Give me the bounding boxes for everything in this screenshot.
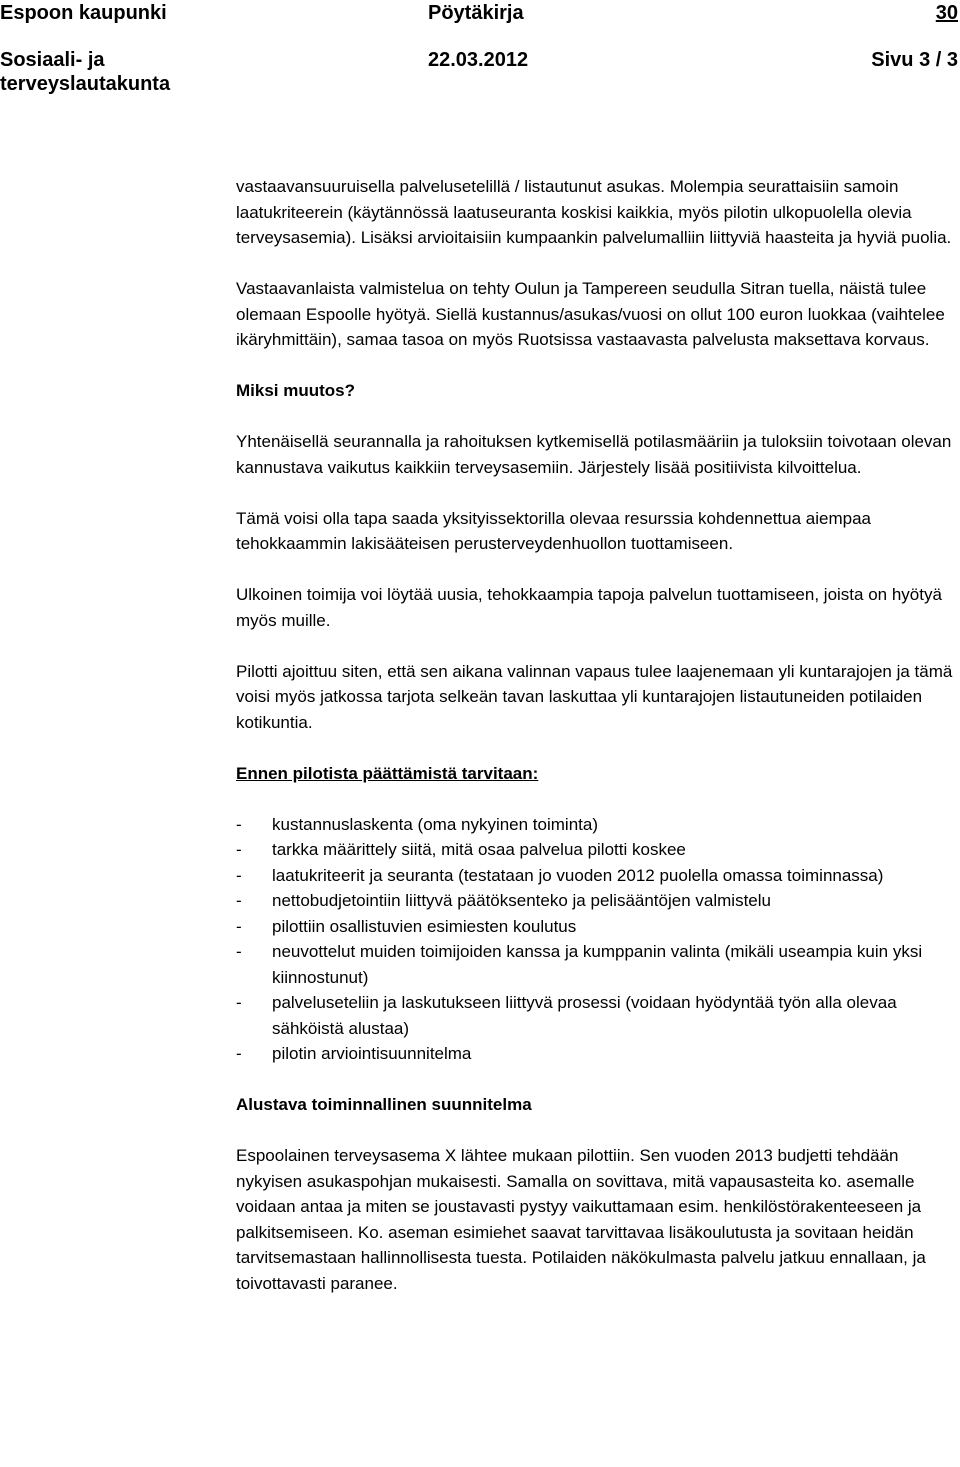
paragraph-resources: Tämä voisi olla tapa saada yksityissektorilla olevaa resurssia kohdennettua aiempaa tehokkaammin lakisääteisen perusterveydenhuollon tuottamiseen. xyxy=(236,508,872,553)
list-item: - tarkka määrittely siitä, mitä osaa palvelua pilotti koskee xyxy=(236,840,686,859)
list-item: - kustannuslaskenta (oma nykyinen toiminta) xyxy=(236,814,598,834)
heading-preliminary-plan: Alustava toiminnallinen suunnitelma xyxy=(236,1095,532,1114)
list-item-text: palveluseteliin ja laskutukseen liittyvä prosessi (voidaan hyödyntää työn alla olevaa sähköistä alustaa) xyxy=(272,993,897,1038)
list-item: - pilottiin osallistuvien esimiesten koulutus xyxy=(236,916,577,936)
list-item-text: laatukriteerit ja seuranta (testataan jo vuoden 2012 puolella omassa toiminnassa) xyxy=(272,865,884,885)
paragraph-plan: Espoolainen terveysasema X lähtee mukaan pilottiin. Sen vuoden 2013 budjetti tehdään nykyisen asukaspohjan mukaisesti. Samalla on sovittava, mitä vapausasteita ko. asemalle voidaan antaa ja miten se joustavasti pystyy vaikuttamaan esim. henkilöstörakenteeseen ja palkitsemiseen. Ko. aseman esimiehet saavat tarvittavaa lisäkoulutusta ja sovitaan heidän tarvitsemastaan hallinnollisesta tuesta. Potilaiden näkökulmasta palvelu jatkuu ennallaan, ja toivottavasti paranee. xyxy=(236,1146,926,1293)
paragraph-evaluation: vastaavansuuruisella palvelusetelillä / listautunut asukas. Molempia seurattaisiin samoin laatukriteerein (käytännössä laatuseuranta koskisi kaikkia, myös pilotin ulkopuolella olevia terveysasemia). Lisäksi arvioitaisiin kumpaankin palvelumalliin liittyviä haasteita ja hyviä puolia. xyxy=(236,177,952,247)
list-item-text: pilotin arviointisuunnitelma xyxy=(272,1044,472,1063)
page-number: Sivu 3 / 3 xyxy=(871,49,958,71)
list-item-text: nettobudjetointiin liittyvä päätöksenteko ja pelisääntöjen valmistelu xyxy=(272,891,771,910)
list-item-text: neuvottelut muiden toimijoiden kanssa ja kumppanin valinta (mikäli useampia kuin yksi kiinnostunut) xyxy=(272,942,923,987)
list-item: - pilotin arviointisuunnitelma xyxy=(236,1044,472,1063)
list-item-text: tarkka määrittely siitä, mitä osaa palvelua pilotti koskee xyxy=(272,840,686,859)
list-item: - palveluseteliin ja laskutukseen liittyvä prosessi (voidaan hyödyntää työn alla olevaa sähköistä alustaa) xyxy=(236,993,897,1038)
paragraph-pilot-timing: Pilotti ajoittuu siten, että sen aikana valinnan vapaus tulee laajenemaan yli kuntarajojen ja tämä voisi myös jatkossa tarjota selkeän tavan laskuttaa yli kuntarajojen listautuneiden potilaiden kotikuntia. xyxy=(236,661,953,732)
list-item: - nettobudjetointiin liittyvä päätöksenteko ja pelisääntöjen valmistelu xyxy=(236,891,771,910)
paragraph-external-actor: Ulkoinen toimija voi löytää uusia, tehokkaampia tapoja palvelun tuottamiseen, joista on hyötyä myös muille. xyxy=(236,585,942,630)
department-name-line1: Sosiaali- ja xyxy=(0,49,105,71)
list-item-text: kustannuslaskenta (oma nykyinen toiminta) xyxy=(272,814,598,834)
paragraph-comparison: Vastaavanlaista valmistelua on tehty Oulun ja Tampereen seudulla Sitran tuella, näistä tulee olemaan Espoolle hyötyä. Siellä kustannus/asukas/vuosi on ollut 100 euron luokkaa (vaihtelee ikäryhmittäin), samaa tasoa on myös Ruotsissa vastaavasta palvelusta maksettava korvaus. xyxy=(236,279,945,349)
list-item-text: pilottiin osallistuvien esimiesten koulutus xyxy=(272,916,577,936)
meeting-date: 22.03.2012 xyxy=(428,49,529,71)
heading-why-change: Miksi muutos? xyxy=(236,381,356,400)
department-name-line2: terveyslautakunta xyxy=(0,73,171,95)
document-body xyxy=(236,174,960,1296)
organization-name: Espoon kaupunki xyxy=(0,2,167,24)
requirements-list xyxy=(236,812,960,1067)
document-type: Pöytäkirja xyxy=(428,2,524,24)
list-item: - neuvottelut muiden toimijoiden kanssa ja kumppanin valinta (mikäli useampia kuin yksi kiinnostunut) xyxy=(236,942,923,987)
paragraph-incentive: Yhtenäisellä seurannalla ja rahoituksen kytkemisellä potilasmääriin ja tuloksiin toivotaan olevan kannustava vaikutus kaikkiin terveysasemiin. Järjestely lisää positiivista kilvoittelua. xyxy=(236,432,952,477)
list-item: - laatukriteerit ja seuranta (testataan jo vuoden 2012 puolella omassa toiminnassa) xyxy=(236,865,884,885)
section-number: 30 xyxy=(935,2,958,24)
heading-before-decision: Ennen pilotista päättämistä tarvitaan: xyxy=(236,763,539,783)
